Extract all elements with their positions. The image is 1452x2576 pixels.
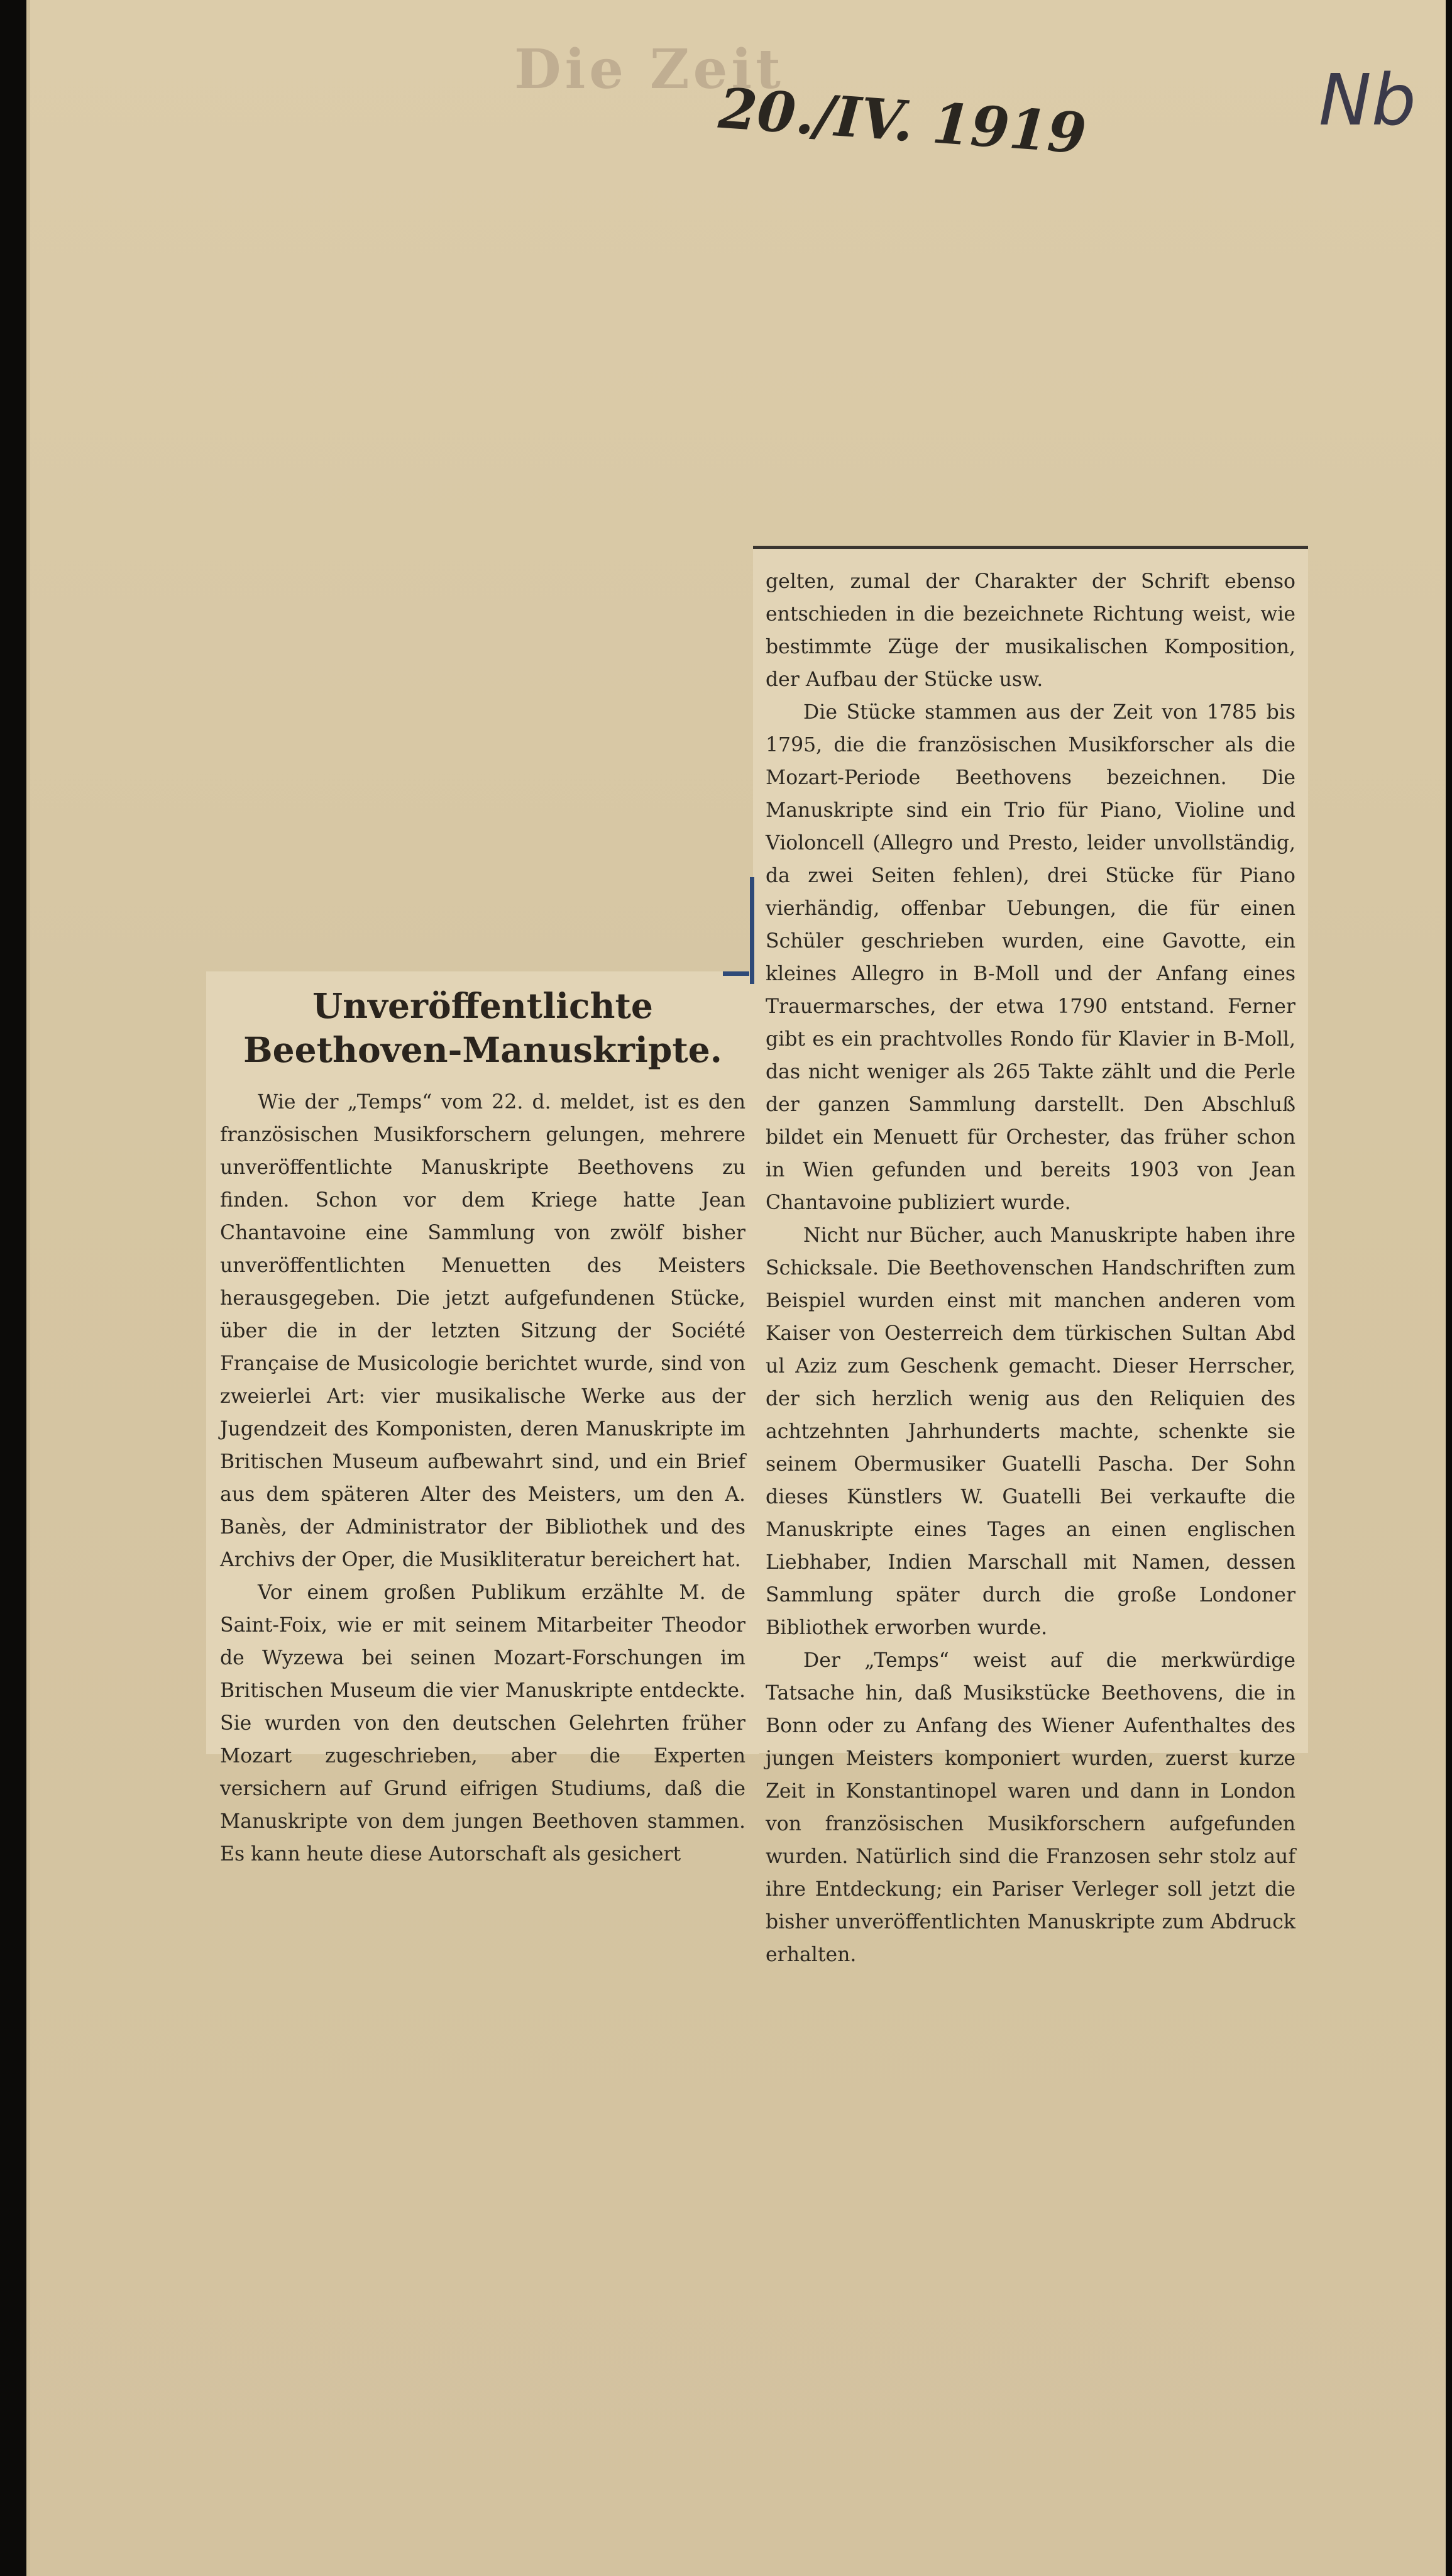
blue-pencil-mark bbox=[750, 877, 754, 984]
handwritten-marker: Nb bbox=[1319, 60, 1416, 141]
handwritten-date: 20./IV. 1919 bbox=[717, 75, 1089, 167]
right-paragraph: gelten, zumal der Charakter der Schrift ebenso entschieden in die bezeichnete Richtung weist, wie bestimmte Züge der musikalischen Komposition, der Aufbau der Stücke usw. bbox=[766, 570, 1295, 691]
blue-pencil-corner bbox=[723, 971, 749, 976]
right-paragraph: Nicht nur Bücher, auch Manuskripte haben ihre Schicksale. Die Beethovenschen Handschriften zum Beispiel wurden einst mit manchen anderen vom Kaiser von Oesterreich dem türkischen Sultan Abd ul Aziz zum Geschenk gemacht. Dieser Herrscher, der sich herzlich wenig aus den Reliquien des achtzehnten Jahrhunderts machte, schenkte sie seinem Obermusiker Guatelli Pascha. Der Sohn dieses Künstlers W. Guatelli Bei verkaufte die Manuskripte eines Tages an einen englischen Liebhaber, Indien Marschall mit Namen, dessen Sammlung später durch die große Londoner Bibliothek erworben wurde. bbox=[766, 1224, 1295, 1639]
article-headline: Unveröffentlichte Beethoven-Manuskripte. bbox=[243, 985, 722, 1070]
newspaper-stamp: Die Zeit bbox=[514, 38, 784, 101]
right-paragraph: Die Stücke stammen aus der Zeit von 1785 bis 1795, die die französischen Musikforscher als die Mozart-Periode Beethovens bezeichnen. Die Manuskripte sind ein Trio für Piano, Violine und Violoncell (Allegro und Presto, leider unvollständig, da zwei Seiten fehlen), drei Stücke für Piano vierhändig, offenbar Uebungen, die für einen Schüler geschrieben wurden, eine Gavotte, ein kleines Allegro in B-Moll und der Anfang eines Trauermarsches, der etwa 1790 entstand. Ferner gibt es ein prachtvolles Rondo für Klavier in B-Moll, das nicht weniger als 265 Takte zählt und die Perle der ganzen Sammlung darstellt. Den Abschluß bildet ein Menuett für Orchester, das früher schon in Wien gefunden und bereits 1903 von Jean Chantavoine publiziert wurde. bbox=[766, 701, 1295, 1214]
clipping-right-column bbox=[753, 546, 1308, 1966]
left-paragraph: Vor einem großen Publikum erzählte M. de Saint-Foix, wie er mit seinem Mitarbeiter Theodor de Wyzewa bei seinen Mozart-Forschungen im Britischen Museum die vier Manuskripte entdeckte. Sie wurden von den deutschen Gelehrten früher Mozart zugeschrieben, aber die Experten versichern auf Grund eifrigen Studiums, daß die Manuskripte von dem jungen Beethoven stammen. Es kann heute diese Autorschaft als gesichert bbox=[220, 1581, 745, 1866]
right-paragraph: Der „Temps“ weist auf die merkwürdige Tatsache hin, daß Musikstücke Beethovens, die in Bonn oder zu Anfang des Wiener Aufenthaltes des jungen Meisters komponiert wurden, zuerst kurze Zeit in Konstantinopel waren und dann in London von französischen Musikforschern aufgefunden wurden. Natürlich sind die Franzosen sehr stolz auf ihre Entdeckung; ein Pariser Verleger soll jetzt die bisher unveröffentlichten Manuskripte zum Abdruck erhalten. bbox=[766, 1649, 1295, 1966]
clipping-left-column bbox=[206, 971, 759, 1866]
left-paragraph: Wie der „Temps“ vom 22. d. meldet, ist es den französischen Musikforschern gelungen, mehrere unveröffentlichte Manuskripte Beethovens zu finden. Schon vor dem Kriege hatte Jean Chantavoine eine Sammlung von zwölf bisher unveröffentlichten Menuetten des Meisters herausgegeben. Die jetzt aufgefundenen Stücke, über die in der letzten Sitzung der Société Française de Musicologie berichtet wurde, sind von zweierlei Art: vier musikalische Werke aus der Jugendzeit des Komponisten, deren Manuskripte im Britischen Museum aufbewahrt sind, und ein Brief aus dem späteren Alter des Meisters, um den A. Banès, der Administrator der Bibliothek und des Archivs der Oper, die Musikliteratur bereichert hat. bbox=[220, 1091, 745, 1571]
